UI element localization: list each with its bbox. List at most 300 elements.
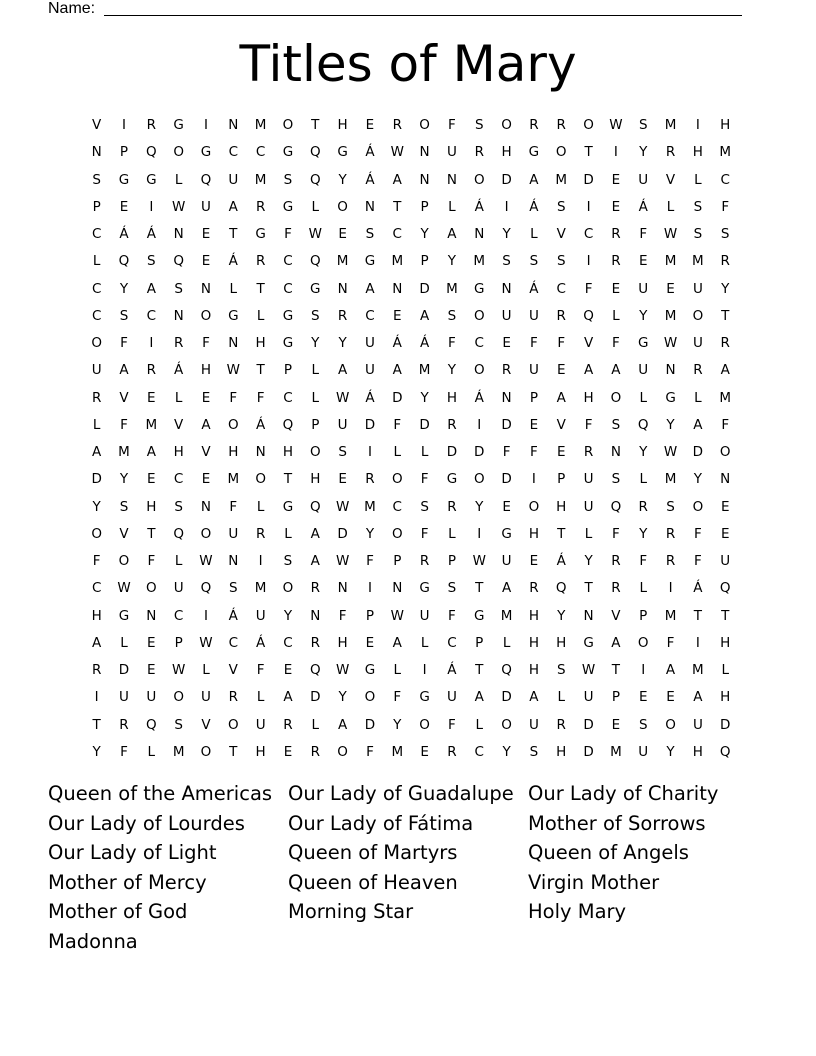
grid-cell[interactable]: A <box>92 444 102 460</box>
grid-cell[interactable]: U <box>173 580 184 597</box>
grid-cell[interactable]: I <box>668 580 673 597</box>
grid-cell[interactable]: O <box>173 689 184 706</box>
grid-cell[interactable]: S <box>311 307 320 324</box>
grid-cell[interactable]: A <box>337 362 348 379</box>
grid-cell[interactable]: E <box>529 553 539 569</box>
grid-cell[interactable]: Á <box>365 144 375 161</box>
grid-cell[interactable]: U <box>337 416 348 433</box>
grid-cell[interactable]: Á <box>392 335 402 351</box>
grid-cell[interactable]: V <box>92 117 102 133</box>
grid-cell[interactable]: R <box>255 198 266 215</box>
grid-cell[interactable]: Y <box>92 498 101 515</box>
grid-cell[interactable]: N <box>419 171 430 188</box>
grid-cell[interactable]: M <box>446 280 458 297</box>
grid-cell[interactable]: F <box>502 444 511 460</box>
grid-cell[interactable]: S <box>447 307 457 324</box>
grid-cell[interactable]: S <box>119 498 129 515</box>
grid-cell[interactable]: E <box>393 307 402 324</box>
grid-cell[interactable]: Y <box>557 607 566 624</box>
grid-cell[interactable]: S <box>365 226 375 242</box>
grid-cell[interactable]: R <box>611 253 621 270</box>
grid-cell[interactable]: W <box>581 662 596 678</box>
grid-cell[interactable]: W <box>226 362 240 379</box>
grid-cell[interactable]: D <box>310 689 321 706</box>
grid-cell[interactable]: F <box>229 498 238 515</box>
grid-cell[interactable]: C <box>283 389 293 406</box>
grid-cell[interactable]: M <box>364 498 376 515</box>
grid-cell[interactable]: H <box>173 444 184 460</box>
grid-cell[interactable]: M <box>664 471 677 488</box>
grid-cell[interactable]: F <box>256 662 265 678</box>
grid-cell[interactable]: L <box>92 253 101 270</box>
grid-cell[interactable]: C <box>392 226 402 242</box>
grid-cell[interactable]: O <box>719 444 731 460</box>
grid-cell[interactable]: S <box>92 171 101 188</box>
grid-cell[interactable]: R <box>583 444 594 460</box>
grid-cell[interactable]: V <box>228 662 238 678</box>
grid-cell[interactable]: L <box>420 444 429 460</box>
grid-cell[interactable]: N <box>310 607 321 624</box>
grid-cell[interactable]: R <box>720 335 730 351</box>
grid-cell[interactable]: R <box>529 117 539 133</box>
grid-cell[interactable]: Q <box>146 144 157 161</box>
grid-cell[interactable]: N <box>228 335 239 351</box>
grid-cell[interactable]: Y <box>119 471 129 488</box>
grid-cell[interactable]: H <box>720 634 731 651</box>
grid-cell[interactable]: U <box>365 362 375 379</box>
grid-cell[interactable]: P <box>420 253 429 270</box>
name-field[interactable] <box>48 0 742 18</box>
grid-cell[interactable]: Y <box>338 171 347 188</box>
grid-cell[interactable]: L <box>448 198 456 215</box>
grid-cell[interactable]: Q <box>282 416 294 433</box>
grid-cell[interactable]: E <box>529 416 539 433</box>
grid-cell[interactable]: W <box>663 444 678 460</box>
grid-cell[interactable]: M <box>719 144 732 161</box>
grid-cell[interactable]: T <box>475 662 484 678</box>
grid-cell[interactable]: E <box>365 634 375 651</box>
grid-cell[interactable]: T <box>256 362 265 379</box>
grid-cell[interactable]: Y <box>584 553 593 569</box>
grid-cell[interactable]: D <box>720 716 731 733</box>
grid-cell[interactable]: Y <box>311 335 320 351</box>
grid-cell[interactable]: F <box>530 444 538 460</box>
grid-cell[interactable]: R <box>419 553 430 569</box>
grid-cell[interactable]: U <box>228 525 239 542</box>
grid-cell[interactable]: R <box>255 525 266 542</box>
grid-cell[interactable]: L <box>120 634 128 651</box>
grid-cell[interactable]: U <box>365 335 375 351</box>
grid-cell[interactable]: N <box>501 280 512 297</box>
grid-cell[interactable]: Q <box>309 144 321 161</box>
grid-cell[interactable]: L <box>311 389 320 406</box>
grid-cell[interactable]: N <box>665 362 676 379</box>
grid-cell[interactable]: T <box>475 580 484 597</box>
grid-cell[interactable]: G <box>255 226 266 242</box>
grid-cell[interactable]: Á <box>146 226 156 242</box>
grid-cell[interactable]: Á <box>447 662 457 678</box>
grid-cell[interactable]: P <box>611 689 620 706</box>
grid-cell[interactable]: D <box>392 389 403 406</box>
grid-cell[interactable]: L <box>174 553 183 569</box>
grid-cell[interactable]: M <box>555 171 568 188</box>
grid-cell[interactable]: W <box>472 553 486 569</box>
grid-cell[interactable]: Á <box>228 607 238 624</box>
grid-cell[interactable]: I <box>586 198 591 215</box>
grid-cell[interactable]: V <box>119 389 129 406</box>
grid-cell[interactable]: C <box>474 335 484 351</box>
grid-cell[interactable]: N <box>337 280 348 297</box>
grid-cell[interactable]: C <box>173 471 184 488</box>
grid-cell[interactable]: N <box>474 226 485 242</box>
grid-cell[interactable]: H <box>720 117 731 133</box>
grid-cell[interactable]: N <box>446 171 457 188</box>
grid-cell[interactable]: F <box>448 117 456 133</box>
grid-cell[interactable]: Q <box>146 716 157 733</box>
grid-cell[interactable]: S <box>611 471 621 488</box>
grid-cell[interactable]: I <box>422 662 427 678</box>
grid-cell[interactable]: L <box>694 389 702 406</box>
grid-cell[interactable]: O <box>200 525 212 542</box>
grid-cell[interactable]: P <box>393 553 402 569</box>
grid-cell[interactable]: N <box>173 307 184 324</box>
grid-cell[interactable]: G <box>474 280 485 297</box>
grid-cell[interactable]: Q <box>719 743 731 760</box>
grid-cell[interactable]: T <box>721 607 730 624</box>
grid-cell[interactable]: E <box>147 389 156 406</box>
grid-cell[interactable]: W <box>308 226 322 242</box>
grid-cell[interactable]: R <box>337 307 348 324</box>
grid-cell[interactable]: I <box>477 416 482 433</box>
grid-cell[interactable]: O <box>227 716 239 733</box>
grid-cell[interactable]: S <box>283 171 293 188</box>
grid-cell[interactable]: O <box>227 416 239 433</box>
grid-cell[interactable]: Y <box>666 743 675 760</box>
grid-cell[interactable]: L <box>639 389 647 406</box>
grid-cell[interactable]: R <box>501 362 512 379</box>
grid-cell[interactable]: S <box>474 117 484 133</box>
grid-cell[interactable]: U <box>583 471 594 488</box>
grid-cell[interactable]: O <box>173 144 184 161</box>
grid-cell[interactable]: G <box>282 335 294 351</box>
grid-cell[interactable]: N <box>173 226 184 242</box>
grid-cell[interactable]: H <box>446 389 457 406</box>
grid-cell[interactable]: F <box>721 198 730 215</box>
grid-cell[interactable]: G <box>282 198 294 215</box>
grid-cell[interactable]: R <box>173 335 184 351</box>
grid-cell[interactable]: I <box>149 335 154 351</box>
grid-cell[interactable]: P <box>475 634 484 651</box>
grid-cell[interactable]: E <box>611 198 621 215</box>
grid-cell[interactable]: U <box>255 607 266 624</box>
grid-cell[interactable]: M <box>118 444 130 460</box>
grid-cell[interactable]: R <box>665 525 676 542</box>
grid-cell[interactable]: U <box>255 716 266 733</box>
grid-cell[interactable]: G <box>200 144 212 161</box>
grid-cell[interactable]: C <box>228 634 239 651</box>
grid-cell[interactable]: O <box>501 716 512 733</box>
grid-cell[interactable]: W <box>335 662 350 678</box>
grid-cell[interactable]: H <box>146 498 157 515</box>
grid-cell[interactable]: M <box>664 117 677 133</box>
grid-cell[interactable]: F <box>229 389 238 406</box>
grid-cell[interactable]: N <box>501 389 512 406</box>
grid-cell[interactable]: W <box>335 553 350 569</box>
grid-cell[interactable]: P <box>92 198 101 215</box>
grid-cell[interactable]: G <box>364 253 376 270</box>
grid-cell[interactable]: I <box>504 198 509 215</box>
grid-cell[interactable]: R <box>611 226 621 242</box>
grid-cell[interactable]: O <box>391 525 403 542</box>
grid-cell[interactable]: N <box>337 580 348 597</box>
grid-cell[interactable]: I <box>695 117 700 133</box>
grid-cell[interactable]: S <box>502 253 511 270</box>
grid-cell[interactable]: D <box>501 416 512 433</box>
grid-cell[interactable]: A <box>310 553 320 569</box>
grid-cell[interactable]: A <box>146 280 156 297</box>
grid-cell[interactable]: C <box>283 280 293 297</box>
grid-cell[interactable]: W <box>663 226 678 242</box>
grid-cell[interactable]: L <box>393 662 402 678</box>
grid-cell[interactable]: G <box>173 117 184 133</box>
grid-cell[interactable]: I <box>367 444 372 460</box>
grid-cell[interactable]: Á <box>474 389 484 406</box>
grid-cell[interactable]: N <box>419 144 430 161</box>
grid-cell[interactable]: A <box>583 362 594 379</box>
grid-cell[interactable]: F <box>639 226 648 242</box>
grid-cell[interactable]: I <box>149 198 154 215</box>
grid-cell[interactable]: O <box>528 498 540 515</box>
grid-cell[interactable]: Y <box>666 416 675 433</box>
grid-cell[interactable]: F <box>338 607 347 624</box>
grid-cell[interactable]: R <box>283 716 293 733</box>
grid-cell[interactable]: H <box>720 689 731 706</box>
grid-cell[interactable]: P <box>529 389 538 406</box>
grid-cell[interactable]: A <box>665 662 676 678</box>
grid-cell[interactable]: L <box>584 525 593 542</box>
grid-cell[interactable]: R <box>447 498 457 515</box>
grid-cell[interactable]: E <box>611 171 621 188</box>
grid-cell[interactable]: F <box>393 416 402 433</box>
grid-cell[interactable]: T <box>311 117 320 133</box>
grid-cell[interactable]: F <box>448 716 456 733</box>
grid-cell[interactable]: Á <box>174 362 184 379</box>
grid-cell[interactable]: L <box>311 716 320 733</box>
grid-cell[interactable]: Y <box>338 689 347 706</box>
grid-cell[interactable]: L <box>174 171 183 188</box>
grid-cell[interactable]: Q <box>610 498 622 515</box>
grid-cell[interactable]: C <box>283 634 293 651</box>
grid-cell[interactable]: Á <box>693 580 703 597</box>
grid-cell[interactable]: U <box>419 607 430 624</box>
grid-cell[interactable]: Á <box>638 198 648 215</box>
grid-cell[interactable]: A <box>283 689 293 706</box>
grid-cell[interactable]: H <box>692 144 703 161</box>
grid-cell[interactable]: H <box>583 389 594 406</box>
grid-cell[interactable]: E <box>201 389 211 406</box>
grid-cell[interactable]: G <box>282 498 294 515</box>
grid-cell[interactable]: H <box>556 743 567 760</box>
grid-cell[interactable]: C <box>556 280 566 297</box>
grid-cell[interactable]: Q <box>173 525 184 542</box>
grid-cell[interactable]: D <box>419 416 430 433</box>
grid-cell[interactable]: O <box>282 117 294 133</box>
grid-cell[interactable]: S <box>283 553 293 569</box>
grid-cell[interactable]: A <box>228 198 238 215</box>
grid-cell[interactable]: W <box>171 662 186 678</box>
grid-cell[interactable]: Q <box>501 662 512 678</box>
grid-cell[interactable]: H <box>337 117 348 133</box>
grid-cell[interactable]: L <box>721 662 729 678</box>
grid-cell[interactable]: N <box>200 280 212 297</box>
grid-cell[interactable]: Q <box>309 498 321 515</box>
grid-cell[interactable]: R <box>310 743 320 760</box>
grid-cell[interactable]: E <box>201 253 211 270</box>
grid-cell[interactable]: T <box>693 607 702 624</box>
grid-cell[interactable]: F <box>530 335 538 351</box>
grid-cell[interactable]: Á <box>119 226 129 242</box>
grid-cell[interactable]: L <box>311 362 320 379</box>
grid-cell[interactable]: G <box>419 580 430 597</box>
grid-cell[interactable]: F <box>420 471 429 488</box>
grid-cell[interactable]: R <box>255 253 266 270</box>
grid-cell[interactable]: C <box>146 307 157 324</box>
grid-cell[interactable]: R <box>447 743 457 760</box>
grid-cell[interactable]: E <box>338 226 347 242</box>
grid-cell[interactable]: H <box>556 634 567 651</box>
grid-cell[interactable]: S <box>174 716 183 733</box>
grid-cell[interactable]: C <box>447 634 457 651</box>
grid-cell[interactable]: E <box>283 662 293 678</box>
grid-cell[interactable]: F <box>721 416 730 433</box>
grid-cell[interactable]: D <box>583 716 594 733</box>
grid-cell[interactable]: M <box>418 362 431 379</box>
grid-cell[interactable]: E <box>338 471 347 488</box>
grid-cell[interactable]: T <box>147 525 156 542</box>
grid-cell[interactable]: A <box>92 634 102 651</box>
grid-cell[interactable]: Y <box>365 525 375 542</box>
grid-cell[interactable]: Á <box>556 553 566 569</box>
grid-cell[interactable]: R <box>146 117 157 133</box>
grid-cell[interactable]: L <box>639 471 647 488</box>
grid-cell[interactable]: T <box>92 716 101 733</box>
grid-cell[interactable]: G <box>446 471 458 488</box>
grid-cell[interactable]: L <box>256 689 265 706</box>
grid-cell[interactable]: O <box>473 171 485 188</box>
grid-cell[interactable]: E <box>720 525 730 542</box>
grid-cell[interactable]: M <box>692 662 704 678</box>
grid-cell[interactable]: F <box>147 553 156 569</box>
grid-cell[interactable]: N <box>146 607 157 624</box>
grid-cell[interactable]: H <box>337 634 348 651</box>
grid-cell[interactable]: Y <box>502 226 511 242</box>
grid-cell[interactable]: F <box>366 743 374 760</box>
grid-cell[interactable]: D <box>692 444 704 460</box>
grid-cell[interactable]: V <box>201 716 211 733</box>
grid-cell[interactable]: W <box>117 580 131 597</box>
grid-cell[interactable]: D <box>583 743 594 760</box>
grid-cell[interactable]: S <box>174 280 183 297</box>
grid-cell[interactable]: I <box>695 634 700 651</box>
grid-cell[interactable]: O <box>473 307 485 324</box>
grid-cell[interactable]: A <box>392 362 402 379</box>
grid-cell[interactable]: I <box>531 471 536 488</box>
grid-cell[interactable]: N <box>228 553 239 569</box>
grid-cell[interactable]: R <box>665 144 676 161</box>
grid-cell[interactable]: N <box>364 198 375 215</box>
grid-cell[interactable]: F <box>202 335 210 351</box>
grid-cell[interactable]: Q <box>555 580 567 597</box>
grid-cell[interactable]: F <box>448 607 456 624</box>
grid-cell[interactable]: W <box>199 634 213 651</box>
grid-cell[interactable]: M <box>719 389 732 406</box>
grid-cell[interactable]: O <box>419 117 430 133</box>
grid-cell[interactable]: A <box>611 634 621 651</box>
grid-cell[interactable]: A <box>392 634 402 651</box>
grid-cell[interactable]: I <box>94 689 99 706</box>
grid-cell[interactable]: H <box>228 444 239 460</box>
grid-cell[interactable]: O <box>200 743 212 760</box>
grid-cell[interactable]: Y <box>502 743 511 760</box>
grid-cell[interactable]: F <box>557 335 566 351</box>
grid-cell[interactable]: F <box>92 553 101 569</box>
grid-cell[interactable]: V <box>665 171 676 188</box>
grid-cell[interactable]: A <box>419 307 430 324</box>
grid-cell[interactable]: U <box>528 362 539 379</box>
grid-cell[interactable]: M <box>664 307 677 324</box>
grid-cell[interactable]: M <box>610 743 622 760</box>
grid-cell[interactable]: P <box>119 144 129 161</box>
grid-cell[interactable]: T <box>721 307 730 324</box>
grid-cell[interactable]: M <box>172 743 185 760</box>
grid-cell[interactable]: I <box>586 253 591 270</box>
grid-cell[interactable]: Y <box>639 144 648 161</box>
grid-cell[interactable]: O <box>91 335 102 351</box>
grid-cell[interactable]: E <box>666 689 675 706</box>
grid-cell[interactable]: S <box>447 580 457 597</box>
grid-cell[interactable]: E <box>502 335 511 351</box>
grid-cell[interactable]: R <box>611 580 621 597</box>
grid-cell[interactable]: O <box>91 525 102 542</box>
grid-cell[interactable]: O <box>501 117 512 133</box>
grid-cell[interactable]: S <box>229 580 238 597</box>
grid-cell[interactable]: E <box>365 117 375 133</box>
grid-cell[interactable]: M <box>664 607 677 624</box>
grid-cell[interactable]: G <box>637 335 649 351</box>
grid-cell[interactable]: A <box>146 444 156 460</box>
grid-cell[interactable]: W <box>390 607 404 624</box>
grid-cell[interactable]: M <box>391 253 404 270</box>
grid-cell[interactable]: Y <box>338 335 347 351</box>
grid-cell[interactable]: D <box>118 662 130 678</box>
grid-cell[interactable]: Q <box>200 171 212 188</box>
grid-cell[interactable]: E <box>147 471 156 488</box>
grid-cell[interactable]: C <box>91 307 102 324</box>
grid-cell[interactable]: O <box>337 743 348 760</box>
grid-cell[interactable]: E <box>147 662 156 678</box>
grid-cell[interactable]: H <box>282 444 294 460</box>
grid-cell[interactable]: C <box>91 580 102 597</box>
grid-cell[interactable]: F <box>256 389 265 406</box>
grid-cell[interactable]: Y <box>639 525 648 542</box>
grid-cell[interactable]: M <box>254 117 267 133</box>
grid-cell[interactable]: Q <box>583 307 594 324</box>
grid-cell[interactable]: I <box>613 144 618 161</box>
grid-cell[interactable]: U <box>119 689 129 706</box>
grid-cell[interactable]: Q <box>309 662 321 678</box>
grid-cell[interactable]: Q <box>118 253 130 270</box>
grid-cell[interactable]: O <box>337 198 348 215</box>
